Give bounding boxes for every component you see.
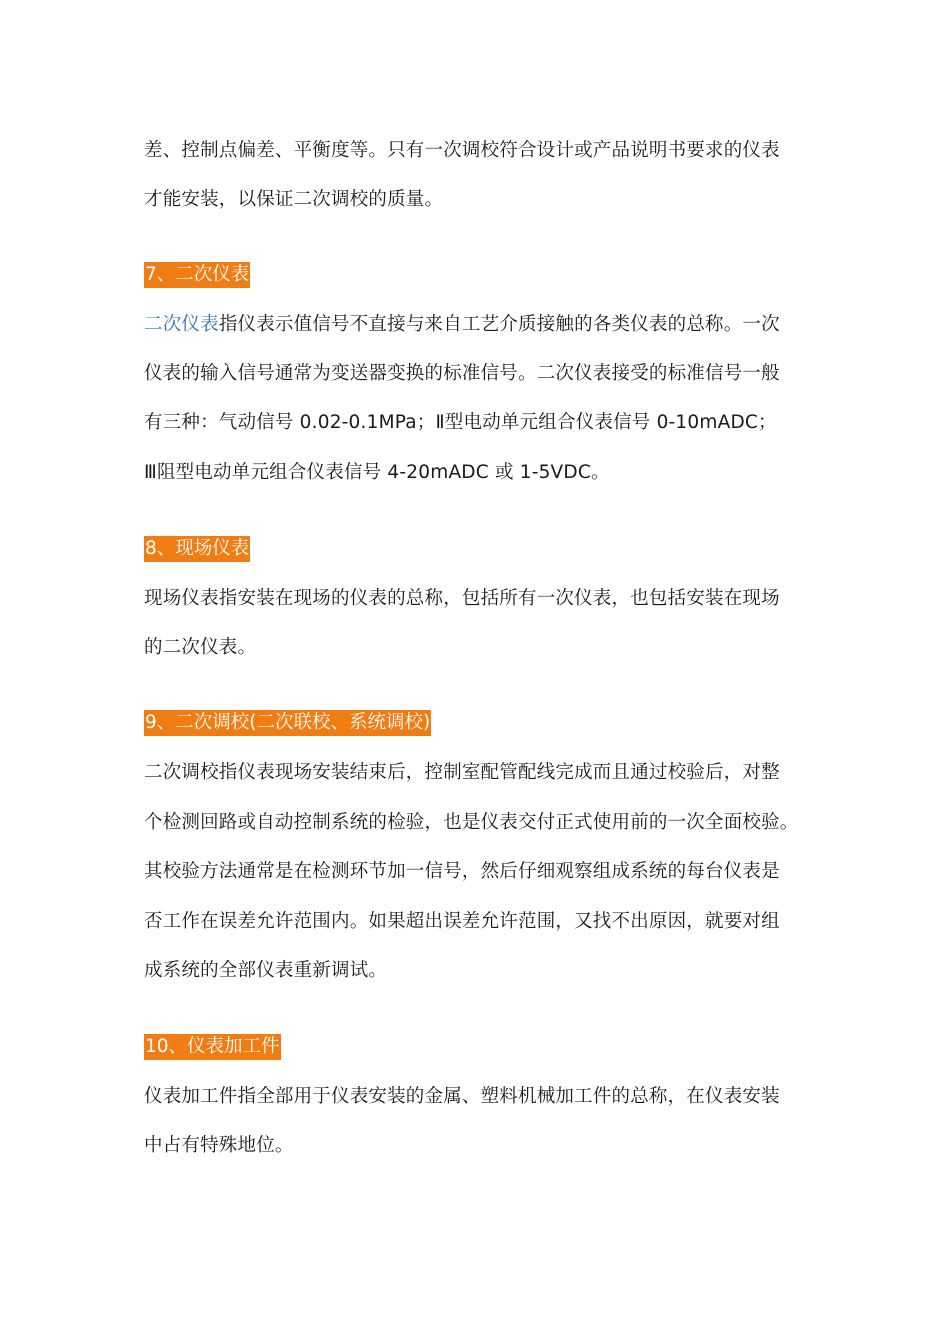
section-8-line: 现场仪表指安装在现场的仪表的总称，包括所有一次仪表，也包括安装在现场: [144, 588, 780, 609]
section-9-line: 其校验方法通常是在检测环节加一信号，然后仔细观察组成系统的每台仪表是: [144, 861, 780, 882]
section-7-line: [144, 300, 780, 349]
paragraph-intro-line: 差、控制点偏差、平衡度等。只有一次调校符合设计或产品说明书要求的仪表: [144, 140, 780, 161]
secondary-instrument-link[interactable]: 二次仪表: [144, 314, 219, 335]
section-7-heading: 7、二次仪表: [144, 262, 250, 288]
section-10-heading: 10、仪表加工件: [144, 1034, 281, 1060]
section-9-line: 个检测回路或自动控制系统的检验，也是仪表交付正式使用前的一次全面校验。: [144, 812, 799, 833]
section-7-line-rest: 指仪表示值信号不直接与来自工艺介质接触的各类仪表的总称。一次: [218, 314, 780, 335]
section-7-line: 有三种：气动信号 0.02-0.1MPa；Ⅱ型电动单元组合仪表信号 0-10mADC；: [144, 412, 777, 433]
section-9-heading: 9、二次调校(二次联校、系统调校): [144, 710, 431, 736]
section-7-line: Ⅲ阻型电动单元组合仪表信号 4-20mADC 或 1-5VDC。: [144, 462, 610, 483]
section-7-heading-row: [144, 262, 250, 288]
section-10-line: 中占有特殊地位。: [144, 1135, 294, 1156]
section-10-line: 仪表加工件指全部用于仪表安装的金属、塑料机械加工件的总称，在仪表安装: [144, 1086, 780, 1107]
section-9-line: 成系统的全部仪表重新调试。: [144, 960, 388, 981]
paragraph-intro-line: 才能安装，以保证二次调校的质量。: [144, 189, 444, 210]
section-8-heading-row: [144, 536, 250, 562]
section-9-heading-row: [144, 710, 431, 736]
section-10-heading-row: [144, 1034, 281, 1060]
section-8-line: 的二次仪表。: [144, 637, 257, 658]
section-7-line: 仪表的输入信号通常为变送器变换的标准信号。二次仪表接受的标准信号一般: [144, 363, 780, 384]
section-9-line: 二次调校指仪表现场安装结束后，控制室配管配线完成而且通过校验后，对整: [144, 762, 780, 783]
section-8-heading: 8、现场仪表: [144, 536, 250, 562]
section-9-line: 否工作在误差允许范围内。如果超出误差允许范围，又找不出原因，就要对组: [144, 911, 780, 932]
